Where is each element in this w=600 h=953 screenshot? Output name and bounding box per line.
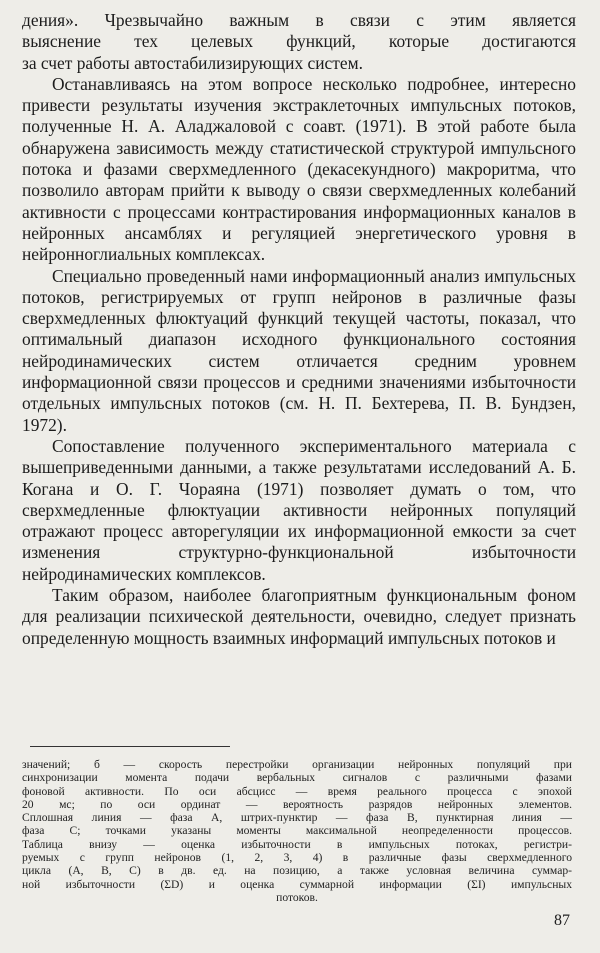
paragraph-1 [22, 10, 576, 74]
footnote-line: руемых с групп нейронов (1, 2, 3, 4) в различные фазы сверхмедленного [22, 851, 572, 865]
footnote-line: 20 мс; по оси ординат — вероятность разрядов нейронных элементов. [22, 797, 572, 811]
paragraph-4: Сопоставление полученного экспериментального материала с вышеприведенными данными, а также результатами исследований А. Б. Когана и О. Г. Чораяна (1971) позволяет думать о том, что сверхмедленные флюктуации активности нейронных популяций отражают процесс авторегуляции их информационной емкости за счет изменения структурно-функциональной избыточности нейродинамических комплексов. [22, 435, 576, 584]
footnote-line: синхронизации момента подачи вербальных сигналов с различными фазами [22, 771, 572, 785]
footnote-line: Таблица внизу — оценка избыточности в импульсных потоках, регистри- [22, 837, 572, 851]
text-line: выяснение тех целевых функций, которые достигаются [22, 31, 576, 52]
main-text [22, 10, 576, 649]
page-number: 87 [554, 912, 570, 929]
paragraph-3: Специально проведенный нами информационный анализ импульсных потоков, регистрируемых от групп нейронов в различные фазы сверхмедленных флюктуаций функций текущей частоты, показал, что оптимальный диапазон исходного функционального состояния нейродинамических систем отличается средним уровнем информационной связи процессов и средними значениями избыточности отдельных импульсных потоков (см. Н. П. Бехтерева, П. В. Бундзен, 1972). [22, 265, 576, 435]
footnote-separator [30, 746, 230, 747]
text-line: дения». Чрезвычайно важным в связи с этим является [22, 10, 576, 30]
footnote-line: фаза С; точками указаны моменты максимальной неопределенности процессов. [22, 824, 572, 838]
footnote-line: цикла (А, В, С) в дв. ед. на позицию, а также условная величина суммар- [22, 864, 572, 878]
text-line: за счет работы автостабилизирующих систем. [22, 52, 363, 73]
footnote-line: фоновой активности. По оси абсцисс — время реального процесса с эпохой [22, 784, 572, 798]
paragraph-2: Останавливаясь на этом вопросе несколько подробнее, интересно привести результаты изучения экстраклеточных импульсных потоков, полученные Н. А. Аладжаловой с соавт. (1971). В этой работе была обнаружена зависимость между статистической структурой импульсного потока и фазами сверхмедленного (декасекундного) макроритма, что позволило авторам прийти к выводу о связи сверхмедленных колебаний активности с процессами контрастирования информационных каналов в нейронных ансамблях и регуляцией энергетического уровня в нейронноглиальных комплексах. [22, 73, 576, 265]
footnote-line: значений; б — скорость перестройки организации нейронных популяций при [22, 758, 572, 771]
footnote-line: Сплошная линия — фаза А, штрих-пунктир — фаза В, пунктирная линия — [22, 811, 572, 825]
paragraph-5: Таким образом, наиболее благоприятным функциональным фоном для реализации психической деятельности, очевидно, следует признать определенную мощность взаимных информаций импульсных потоков и [22, 585, 576, 648]
footnote-line: ной избыточности (ΣD) и оценка суммарной информации (ΣI) импульсных [22, 877, 572, 891]
footnote-line: потоков. [276, 890, 318, 904]
figure-caption-footnote [22, 758, 572, 904]
